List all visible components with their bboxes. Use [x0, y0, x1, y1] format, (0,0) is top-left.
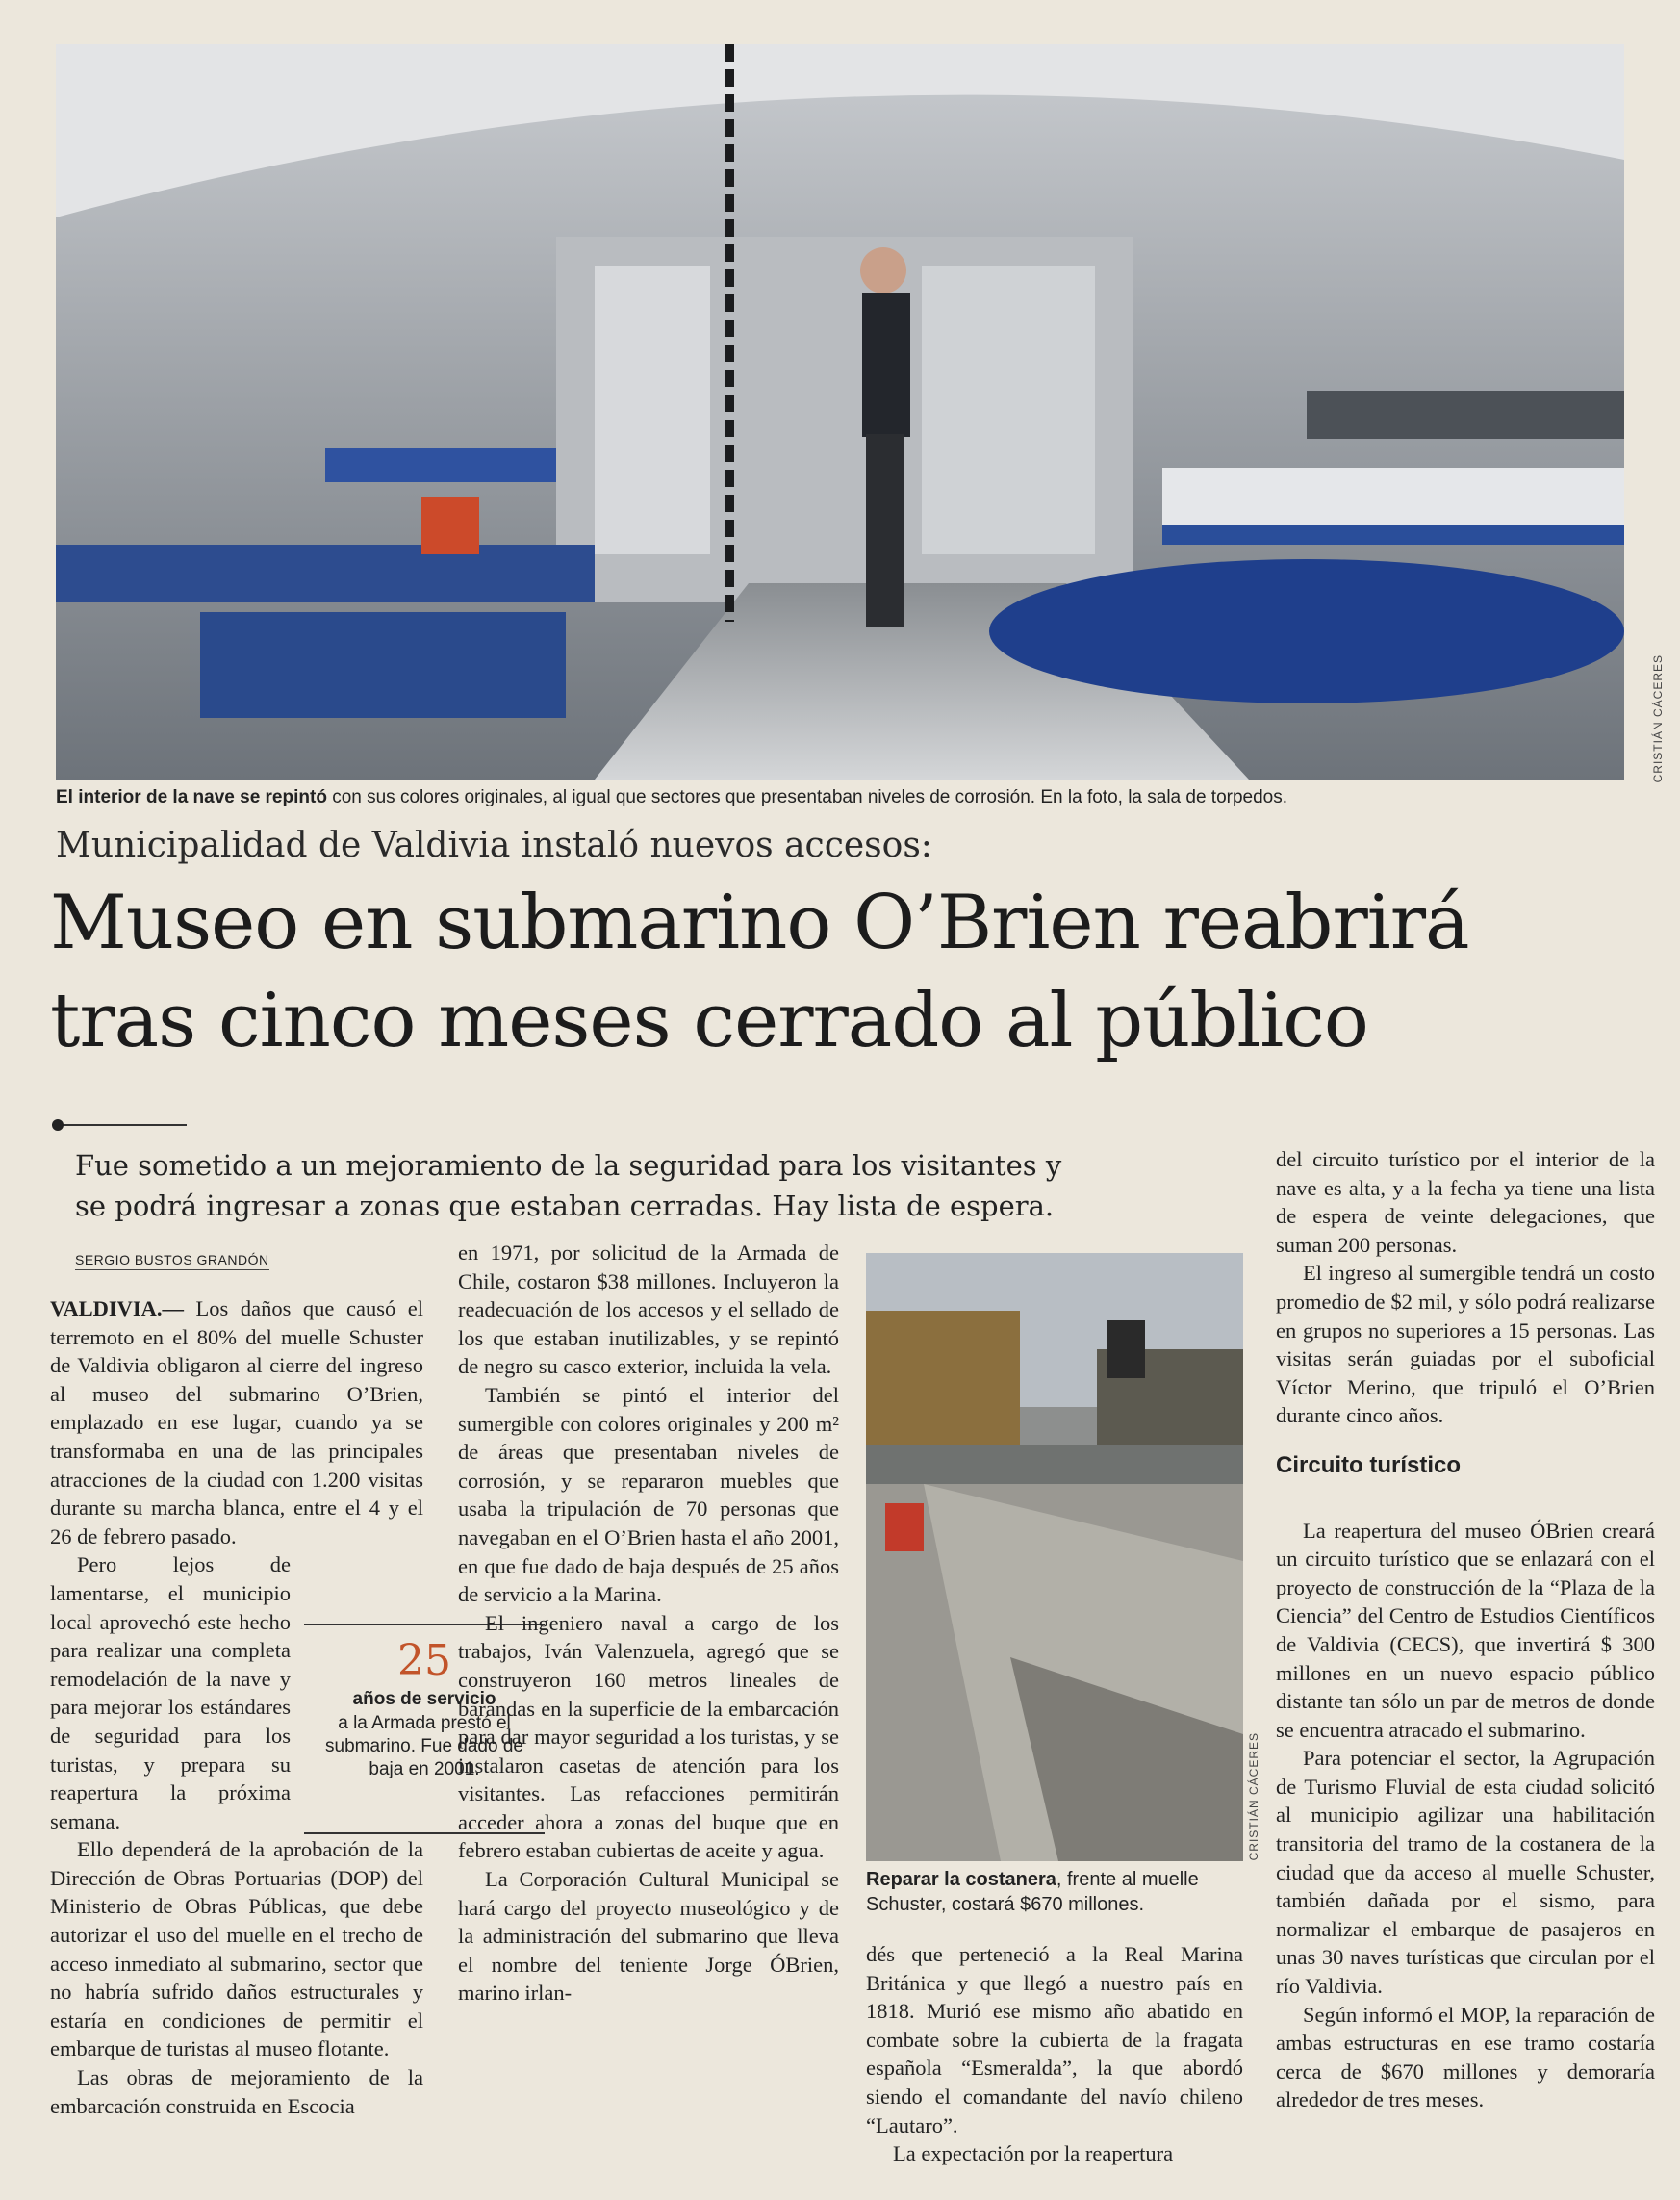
- headline-line2: tras cinco meses cerrado al público: [50, 978, 1368, 1064]
- article-column-3: [866, 1940, 1243, 2168]
- col4-paragraph-2: El ingreso al sumergible tendrá un costo promedio de $2 mil, y sólo podrá realizarse en grupos no superiores a 15 personas. Las visitas serán guiadas por el suboficial Víctor Merino, que tripuló el O’Brien durante cinco años.: [1276, 1261, 1655, 1428]
- top-photo-credit: CRISTIÁN CÁCERES: [1651, 654, 1665, 783]
- fact-box-label: años de servicio: [352, 1689, 496, 1709]
- col1-paragraph-4: Las obras de mejoramiento de la embarcación construida en Escocia: [50, 2065, 423, 2118]
- kicker: Municipalidad de Valdivia instaló nuevos accesos:: [56, 826, 932, 865]
- article-column-2: [458, 1239, 839, 2008]
- col2-paragraph-4: La Corporación Cultural Municipal se hará cargo del proyecto museológico y de la administración del submarino que lleva el nombre del teniente Jorge ÓBrien, marino irlan-: [458, 1867, 839, 2006]
- side-photo-caption: [866, 1867, 1243, 1917]
- dateline: VALDIVIA.—: [50, 1296, 184, 1320]
- side-caption-rest: , frente al muelle Schuster, costará $670 millones.: [866, 1869, 1199, 1915]
- headline-line1: Museo en submarino O’Brien reabrirá: [50, 880, 1469, 966]
- col4-paragraph-3: La reapertura del museo ÓBrien creará un circuito turístico que se enlazará con el proyecto de construcción de la “Plaza de la Ciencia” del Centro de Estudios Científicos de Valdivia (CECS), que invertirá $ 300 millones en un nuevo espacio público distante tan sólo un par de metros de donde se encuentra atracado el submarino.: [1276, 1518, 1655, 1742]
- col1-paragraph-3: Ello dependerá de la aprobación de la Dirección de Obras Portuarias (DOP) del Ministerio de Obras Públicas, que debe autorizar el uso del muelle en el trecho de acceso inmediato al submarino, sector que no habría sufrido daños estructurales y estaría en condiciones de permitir el embarque de turistas al museo flotante.: [50, 1837, 423, 2061]
- bajada-line1: Fue sometido a un mejoramiento de la seguridad para los visitantes y: [75, 1149, 1062, 1182]
- headline-rule-dot: [52, 1119, 64, 1131]
- headline-rule: [56, 1124, 187, 1126]
- col2-paragraph-3: El ingeniero naval a cargo de los trabajos, Iván Valenzuela, agregó que se construyeron 160 metros lineales de barandas en la superficie de la embarcación para dar mayor seguridad a los turistas, y se instalaron casetas de atención para los visitantes. Las refacciones permitirán acceder ahora a zonas del buque que en febrero estaban cubiertas de aceite y agua.: [458, 1610, 839, 1863]
- top-photo-caption: [56, 785, 1624, 809]
- col4-paragraph-4: Para potenciar el sector, la Agrupación de Turismo Fluvial de esta ciudad solicitó al municipio agilizar una habilitación transitoria del tramo de la costanera de la ciudad que da acceso al muelle Schuster, también dañada por el sismo, para normalizar el embarque de pasajeros en unas 30 naves turísticas que circulan por el río Valdivia.: [1276, 1746, 1655, 1999]
- top-caption-rest: con sus colores originales, al igual que sectores que presentaban niveles de corrosión. En la foto, la sala de torpedos.: [326, 787, 1288, 807]
- submarine-interior-photo: [56, 44, 1624, 780]
- col4-paragraph-5: Según informó el MOP, la reparación de ambas estructuras en ese tramo costaría cerca de $670 millones y demoraría alrededor de tres meses.: [1276, 2002, 1655, 2112]
- side-photo-credit: CRISTIÁN CÁCERES: [1247, 1732, 1260, 1861]
- byline: SERGIO BUSTOS GRANDÓN: [75, 1252, 269, 1270]
- article-column-4: [1276, 1145, 1655, 2114]
- col1-paragraph-2: Pero lejos de lamentarse, el municipio local aprovechó este hecho para realizar una completa remodelación de la nave y para mejorar los estándares de seguridad para los turistas, y prepara su reapertura la próxima semana.: [50, 1552, 291, 1833]
- col2-paragraph-2: También se pintó el interior del sumergible con colores originales y 200 m² de áreas que presentaban niveles de corrosión, y se repararon muebles que usaba la tripulación de 70 personas que navegaban en el O’Brien hasta el año 2001, en que fue dado de baja después de 25 años de servicio a la Marina.: [458, 1382, 839, 1607]
- col3-paragraph-2: La expectación por la reapertura: [893, 2141, 1174, 2166]
- col2-paragraph-1: en 1971, por solicitud de la Armada de Chile, costaron $38 millones. Incluyeron la readecuación de los accesos y el sellado de los que estaban inutilizables, y se repintó de negro su casco exterior, incluida la vela.: [458, 1241, 839, 1379]
- torpedo-room-illustration: [56, 44, 1624, 780]
- fact-box-text: a la Armada prestó el submarino. Fue dado de baja en 2001.: [325, 1713, 523, 1779]
- side-caption-bold: Reparar la costanera: [866, 1869, 1056, 1890]
- bajada-line2: se podrá ingresar a zonas que estaban cerradas. Hay lista de espera.: [75, 1190, 1055, 1222]
- fact-box-number: 25: [397, 1636, 451, 1685]
- section-subhead: Circuito turístico: [1276, 1451, 1462, 1478]
- costanera-photo: [866, 1253, 1243, 1861]
- costanera-illustration: [866, 1253, 1243, 1861]
- col4-paragraph-1: del circuito turístico por el interior de la nave es alta, y a la fecha ya tiene una lista de espera de veinte delegaciones, que suman 200 personas.: [1276, 1147, 1655, 1257]
- col1-paragraph-1: VALDIVIA.— Los daños que causó el terremoto en el 80% del muelle Schuster de Valdivia obligaron al cierre del ingreso al museo del submarino O’Brien, emplazado en ese lugar, cuando ya se transformaba en una de las principales atracciones de la ciudad con 1.200 visitas durante su marcha blanca, entre el 4 y el 26 de febrero pasado.: [50, 1296, 423, 1548]
- col3-paragraph-1: dés que perteneció a la Real Marina Británica y que llegó a nuestro país en 1818. Murió ese mismo año abatido en combate sobre la cubierta de la fragata española “Esmeralda”, la que abordó siendo el comandante del navío chileno “Lautaro”.: [866, 1942, 1243, 2137]
- top-caption-bold: El interior de la nave se repintó: [56, 787, 327, 807]
